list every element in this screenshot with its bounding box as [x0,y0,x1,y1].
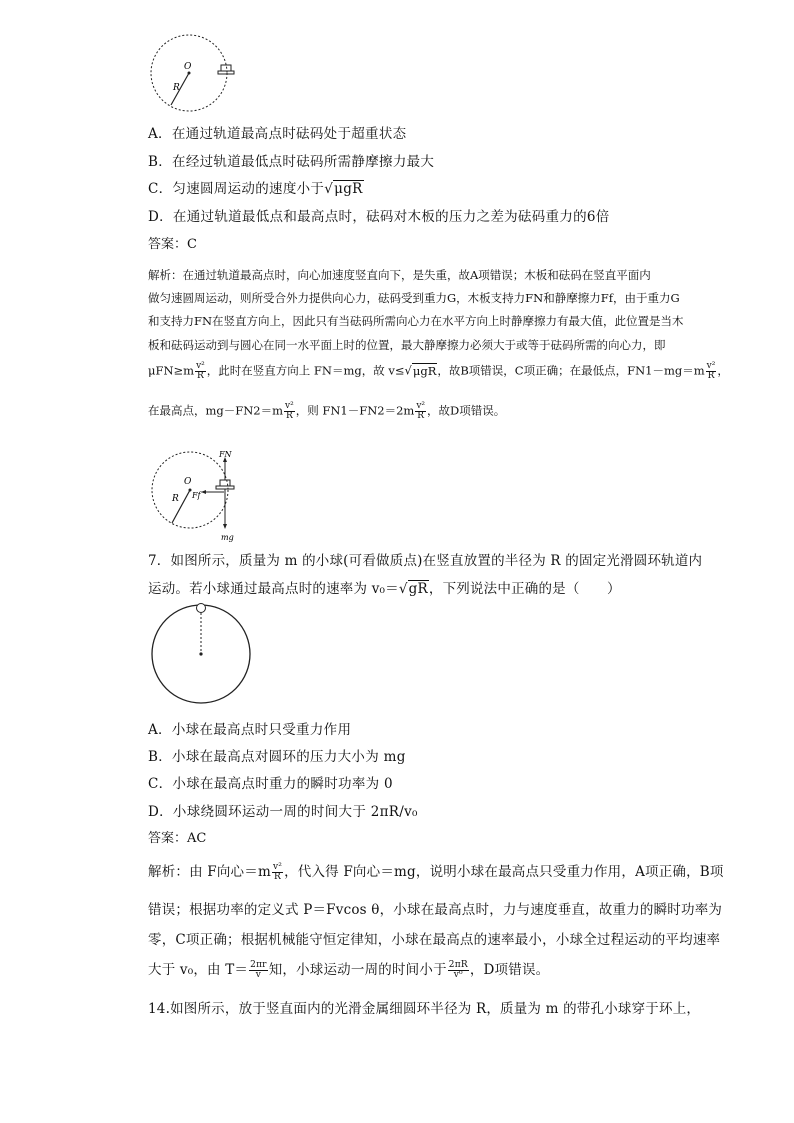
q7-answer: 答案：AC [148,831,207,846]
center-label-O: O [184,477,192,487]
q7-stem-line-1: 7．如图所示，质量为 m 的小球(可看做质点)在竖直放置的半径为 R 的固定光滑圆环轨道内 [148,553,703,569]
force-label-Ff: Ff [192,491,201,500]
q6-analysis-line-4: 板和砝码运动到与圆心在同一水平面上时的位置，最大静摩擦力必须大于或等于砝码所需的向心力，即 [148,338,666,352]
radius-label-R: R [173,83,180,93]
q6-answer: 答案：C [148,237,197,252]
q6-analysis-line-6: 在最高点，mg－FN2＝m $\frac{\text{v²}}{R}$ ，则 FN1－FN2＝2m $\frac{\text{v²}}{R}$ ，故D项错误。 [148,401,506,421]
q7-option-c: C．小球在最高点时重力的瞬时功率为 0 [148,776,393,792]
q6-analysis-line-3: 和支持力FN在竖直方向上，因此只有当砝码所需向心力在水平方向上时静摩擦力有最大值，此位置是当木 [148,314,684,328]
q7-option-b: B．小球在最高点对圆环的压力大小为 mg [148,749,406,765]
force-label-FN: FN [219,450,232,459]
figure-ring-with-ball [150,602,255,708]
q6-analysis-line-5: μFN≥m $\frac{\text{v²}}{R}$ ，此时在竖直方向上 FN＝mg，故 v≤√μgR，故B项错误，C项正确；在最低点，FN1－mg＝m $\frac{\text{v²}}{R}$ ， [148,361,729,381]
q7-analysis-line-4: 大于 v₀，由 T＝ $\frac{2\pi r}{v}$ 知，小球运动一周的时间小于 $\frac{2\pi R}{\text{v⁰}}$ ，D项错误。 [148,960,550,980]
q6-analysis-line-1: 解析：在通过轨道最高点时，向心加速度竖直向下，是失重，故A项错误；木板和砝码在竖直平面内 [148,268,651,282]
q6-option-b: B．在经过轨道最低点时砝码所需静摩擦力最大 [148,154,435,170]
q6-option-c: C．匀速圆周运动的速度小于√μgR [148,181,363,197]
force-label-mg: mg [221,533,234,542]
q6-option-d: D．在通过轨道最低点和最高点时，砝码对木板的压力之差为砝码重力的6倍 [148,209,610,225]
q7-analysis-line-3: 零，C项正确；根据机械能守恒定律知，小球在最高点的速率最小，小球全过程运动的平均速率 [148,932,721,948]
q7-option-a: A．小球在最高点时只受重力作用 [148,722,352,738]
q14-stem-line-1: 14.如图所示，放于竖直面内的光滑金属细圆环半径为 R，质量为 m 的带孔小球穿于环上， [148,1001,701,1017]
q6-analysis-line-2: 做匀速圆周运动，则所受合外力提供向心力，砝码受到重力G，木板支持力FN和静摩擦力Ff，由于重力G [148,291,680,305]
q6-option-a: A．在通过轨道最高点时砝码处于超重状态 [148,126,407,142]
radius-label-R: R [172,494,179,504]
q7-stem-line-2: 运动。若小球通过最高点时的速率为 v₀＝√gR，下列说法中正确的是（ ） [148,581,621,597]
q7-analysis-line-2: 错误；根据功率的定义式 P＝Fvcos θ，小球在最高点时，力与速度垂直，故重力的瞬时功率为 [148,902,723,918]
figure-force-diagram [148,448,258,543]
q7-analysis-line-1: 解析：由 F向心＝m $\frac{\text{v²}}{R}$ ，代入得 F向心＝mg，说明小球在最高点只受重力作用，A项正确，B项 [148,862,724,882]
center-label-O: O [184,62,192,72]
figure-circle-with-weight-1 [148,32,248,117]
q7-option-d: D．小球绕圆环运动一周的时间大于 2πR/v₀ [148,804,418,820]
